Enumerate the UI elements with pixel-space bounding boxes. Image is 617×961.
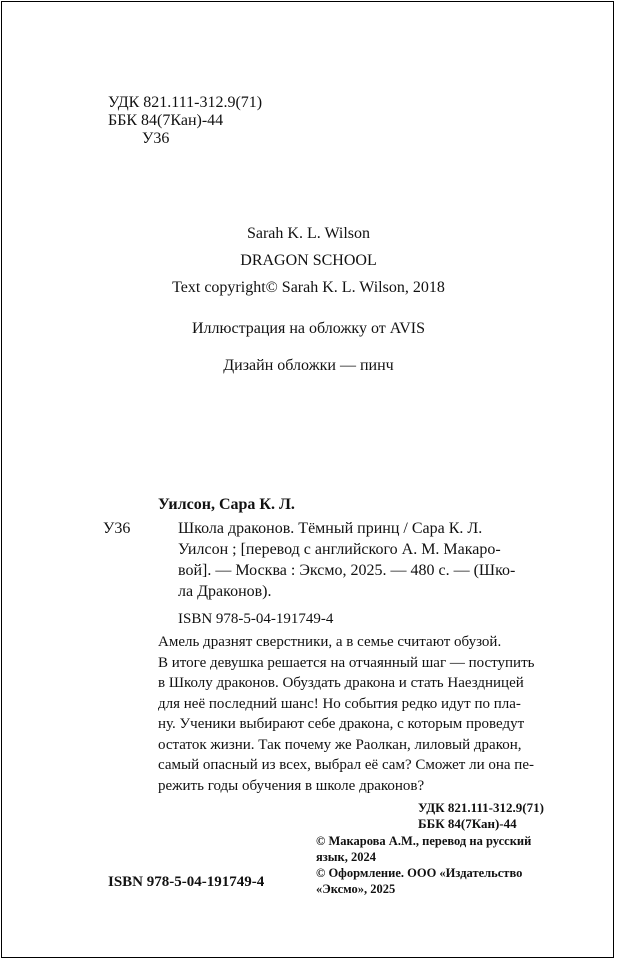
catalog-mark: У36: [103, 520, 131, 537]
catalog-line: вой]. — Москва : Эксмо, 2025. — 480 с. — (Шко-: [178, 562, 516, 579]
bbk-code: ББК 84(7Кан)-44: [108, 112, 224, 129]
illustration-credit: Иллюстрация на обложку от AVIS: [192, 320, 425, 337]
author-mark: У36: [142, 130, 170, 147]
annotation-line: ну. Ученики выбирают себе дракона, с которым проведут: [158, 716, 525, 732]
catalog-heading: Уилсон, Сара К. Л.: [158, 496, 295, 513]
original-author: Sarah K. L. Wilson: [246, 225, 371, 242]
design-credit: Дизайн обложки — пинч: [223, 357, 394, 374]
catalog-description: [178, 518, 548, 602]
udk-code-bottom: УДК 821.111-312.9(71): [418, 800, 544, 815]
annotation-line: Амель дразнят сверстники, а в семье считают обузой.: [158, 634, 502, 650]
annotation-line: для неё последний шанс! Но события редко идут по пла-: [158, 695, 521, 712]
design-copyright: © Оформление. ООО «Издательство «Эксмо», 2025: [316, 866, 523, 896]
catalog-isbn: ISBN 978-5-04-191749-4: [178, 611, 334, 627]
annotation: [158, 632, 540, 796]
annotation-line: В итоге девушка решается на отчаянный шаг — поступить: [158, 654, 535, 671]
annotation-line: в Школу драконов. Обуздать дракона и стать Наездницей: [158, 675, 524, 691]
original-copyright: Text copyright© Sarah K. L. Wilson, 2018: [172, 279, 445, 296]
catalog-line: ла Драконов).: [178, 583, 272, 600]
catalog-line: Школа драконов. Тёмный принц / Сара К. Л.: [178, 520, 483, 537]
annotation-line: самый опасный из всех, выбрал её сам? Сможет ли она пе-: [158, 757, 534, 773]
bbk-code-bottom: ББК 84(7Кан)-44: [418, 816, 517, 831]
original-title: DRAGON SCHOOL: [240, 252, 377, 269]
annotation-line: остаток жизни. Так почему же Раолкан, лиловый дракон,: [158, 736, 522, 753]
catalog-line: Уилсон ; [перевод с английского А. М. Макаро-: [178, 541, 501, 558]
annotation-line: режить годы обучения в школе драконов?: [158, 777, 425, 794]
footer-isbn: ISBN 978-5-04-191749-4: [108, 874, 265, 890]
udk-code: УДК 821.111-312.9(71): [108, 94, 263, 111]
translation-copyright: © Макарова А.М., перевод на русский язык, 2024: [316, 834, 532, 864]
